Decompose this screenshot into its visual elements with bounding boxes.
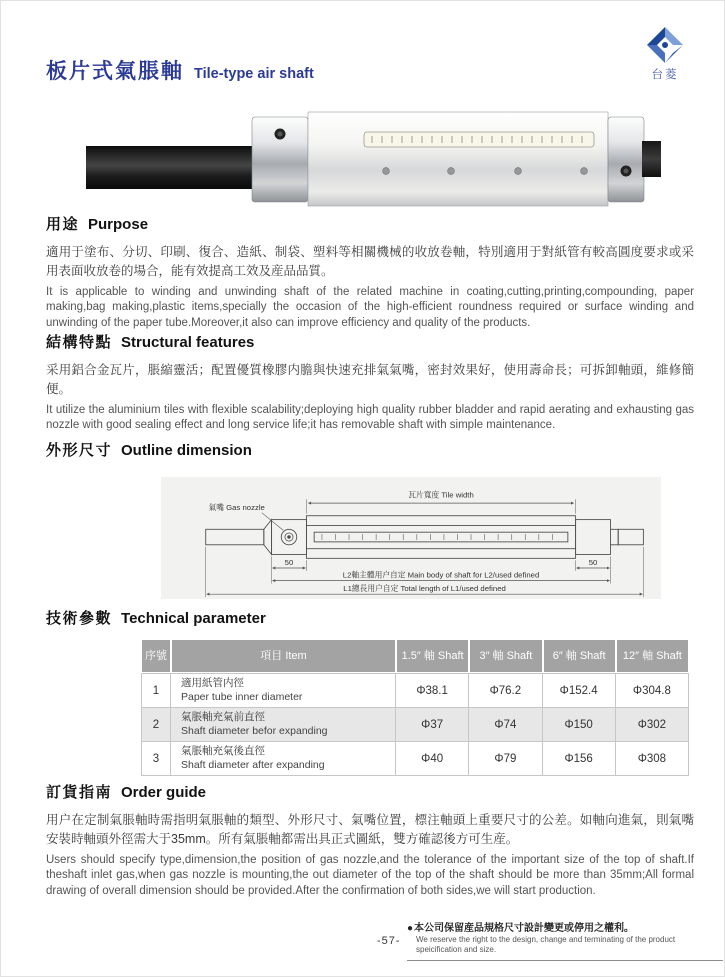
row-item — [171, 741, 396, 775]
page-title — [46, 55, 314, 85]
row-no: 3 — [141, 741, 171, 775]
col-header-no: 序號 — [141, 639, 171, 673]
purpose-body-en: It is applicable to winding and unwinding shaft of the related machine in coating,cutting,printing,compounding, paper making,bag making,plastic items,specially the occasion of the high-efficient roundness required or surface winding and unwinding of the paper tube.Moreover,it also can improve efficiency and quality of the products. — [46, 286, 694, 329]
section-purpose — [46, 213, 694, 331]
technical-heading-cn: 技術參數 — [46, 610, 113, 627]
page-title-cn: 板片式氣脹軸 — [46, 60, 184, 83]
row-value: Φ302 — [616, 707, 689, 741]
company-logo — [632, 25, 698, 82]
technical-heading — [46, 607, 694, 628]
row-value: Φ76.2 — [469, 673, 542, 707]
gas-nozzle-label: 氣嘴 Gas nozzle — [208, 502, 265, 512]
row-item-en: Paper tube inner diameter — [181, 690, 303, 703]
l1-dimension-label: L1總長用户自定 Total length of L1/used defined — [343, 584, 506, 594]
tile-width-label: 瓦片寬度 Tile width — [408, 490, 474, 500]
row-item — [171, 707, 396, 741]
order-body-cn: 用户在定制氣脹軸時需指明氣脹軸的類型、外形尺寸、氣嘴位置，標注軸頭上重要尺寸的公差。如軸向進氣，則氣嘴安裝時軸頭外徑需大于35mm。所有氣脹軸都需出具正式圖紙，雙方確認後方可生産。 — [46, 813, 694, 846]
features-body-en: It utilize the aluminium tiles with flexible scalability;deploying high quality rubber bladder and rapid aerating and exhausting gas nozzle with good sealing effect and long service life;it has removable shaft with simple maintenance. — [46, 404, 694, 432]
outline-heading-en: Outline dimension — [121, 442, 252, 459]
row-item-cn: 氣脹軸充氣前直徑 — [181, 711, 265, 724]
order-heading — [46, 781, 694, 802]
row-value: Φ304.8 — [616, 673, 689, 707]
purpose-heading-cn: 用途 — [46, 216, 80, 233]
page-title-en: Tile-type air shaft — [194, 66, 314, 82]
outline-heading — [46, 439, 694, 460]
footer-note-cn — [407, 922, 723, 935]
table-row — [141, 741, 689, 775]
table-header-row — [141, 639, 689, 673]
page-number: -57- — [377, 935, 401, 947]
footer-note — [407, 922, 723, 961]
section-outline-dimension — [46, 439, 694, 599]
row-value: Φ150 — [543, 707, 616, 741]
bullet-icon: ● — [407, 923, 414, 934]
col-header-shaft-12: 12″ 軸 Shaft — [616, 639, 689, 673]
company-logo-icon — [645, 25, 685, 65]
row-value: Φ156 — [543, 741, 616, 775]
outline-heading-cn: 外形尺寸 — [46, 442, 113, 459]
row-value: Φ152.4 — [543, 673, 616, 707]
table-row — [141, 707, 689, 741]
air-shaft-photo-image — [86, 109, 661, 209]
col-header-shaft-6: 6″ 軸 Shaft — [543, 639, 616, 673]
purpose-heading-en: Purpose — [88, 216, 149, 233]
purpose-body-cn: 適用于塗布、分切、印刷、復合、造紙、制袋、塑料等相關機械的收放卷軸，特別適用于對紙管有較高圓度要求或采用表面收放卷的場合，能有效提高工效及産品品質。 — [46, 245, 694, 278]
footer-note-cn-text: 本公司保留産品規格尺寸設計變更或停用之權利。 — [414, 923, 635, 934]
head-width-right-label: 50 — [588, 558, 598, 568]
section-technical-parameter — [46, 607, 694, 776]
footer-note-en: We reserve the right to the design, change and terminating of the product speicification and size. — [416, 935, 676, 955]
section-order-guide — [46, 781, 694, 899]
row-item — [171, 673, 396, 707]
outline-dimension-diagram — [161, 477, 661, 599]
row-item-cn: 適用紙管内徑 — [181, 677, 244, 690]
product-photo — [86, 109, 661, 209]
purpose-heading — [46, 213, 694, 234]
row-value: Φ37 — [396, 707, 469, 741]
row-item-cn: 氣脹軸充氣後直徑 — [181, 745, 265, 758]
technical-parameter-table — [141, 639, 689, 776]
col-header-item: 項目 Item — [171, 639, 396, 673]
row-item-en: Shaft diameter befor expanding — [181, 724, 328, 737]
row-no: 2 — [141, 707, 171, 741]
row-item-en: Shaft diameter after expanding — [181, 758, 325, 771]
table-row — [141, 673, 689, 707]
company-logo-text: 台菱 — [651, 69, 679, 81]
row-no: 1 — [141, 673, 171, 707]
features-heading-cn: 結構特點 — [46, 334, 113, 351]
technical-heading-en: Technical parameter — [121, 610, 266, 627]
features-heading-en: Structural features — [121, 334, 255, 351]
features-body-cn: 采用鋁合金瓦片，脹縮靈活；配置優質橡膠内膽與快速充排氣氣嘴，密封效果好，使用壽命長；可拆卸軸頭，維修簡便。 — [46, 363, 694, 396]
order-body-en: Users should specify type,dimension,the position of gas nozzle,and the tolerance of the important size of the top of shaft.If theshaft inlet gas,when gas nozzle is mounting,the out diameter of the top of the shaft should be more than 35mm;All formal drawing of overall dimension should be provided.After the confirmation of both sides,we will start production. — [46, 854, 694, 897]
l2-dimension-label: L2軸主體用户自定 Main body of shaft for L2/used defined — [342, 570, 540, 580]
row-value: Φ308 — [616, 741, 689, 775]
col-header-shaft-3: 3″ 軸 Shaft — [469, 639, 542, 673]
row-value: Φ38.1 — [396, 673, 469, 707]
shaft-dimension-drawing — [161, 477, 661, 599]
col-header-shaft-1-5: 1.5″ 軸 Shaft — [396, 639, 469, 673]
row-value: Φ74 — [469, 707, 542, 741]
features-heading — [46, 331, 694, 352]
row-value: Φ40 — [396, 741, 469, 775]
row-value: Φ79 — [469, 741, 542, 775]
order-heading-cn: 訂貨指南 — [46, 784, 113, 801]
section-structural-features — [46, 331, 694, 434]
order-heading-en: Order guide — [121, 784, 207, 801]
head-width-left-label: 50 — [284, 558, 294, 568]
